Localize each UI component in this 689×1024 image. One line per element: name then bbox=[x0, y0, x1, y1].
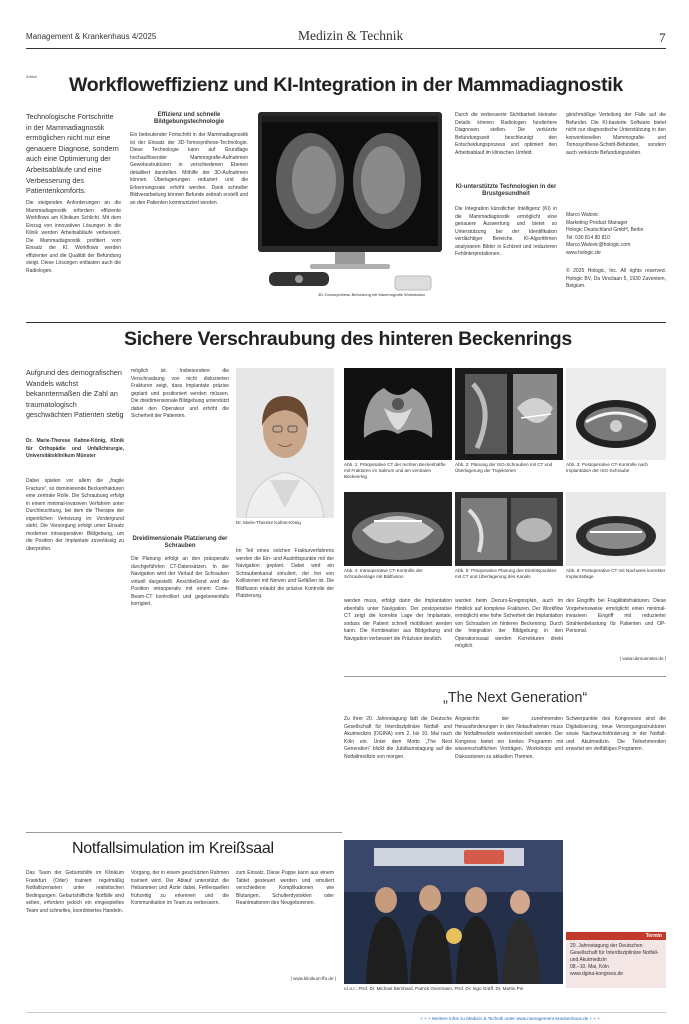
article3-title: „The Next Generation“ bbox=[443, 690, 588, 706]
fig3-caption: Abb. 3: Postoperative CT-Kontrolle nach Implantation der ISG-Schraube bbox=[566, 462, 648, 473]
ct-figure-6 bbox=[566, 492, 666, 566]
termin-text: 20. Jahrestagung der Deutschen Gesellschaft für Interdisziplinäre Notfall- und Akutmedizin 08.–10. Mai, Köln www.dgina-kongress.de bbox=[570, 943, 659, 977]
article4-title: Notfallsimulation im Kreißsaal bbox=[72, 840, 274, 857]
divider-2 bbox=[344, 676, 666, 677]
ct-figure-2 bbox=[455, 368, 563, 460]
mammography-workstation-image bbox=[255, 108, 445, 296]
divider-3 bbox=[26, 832, 342, 833]
article3-col2: Angesichts der zunehmenden Herausforderungen in den Notaufnahmen muss die Notfallmedizin weiterentwickelt werden. Der Kongress bietet ein breites Programm mit wissenschaftlichen Vorträgen, Workshops und Diskussionen zu aktuellen Themen. bbox=[455, 716, 563, 760]
footer-link[interactable]: + + + Weitere Infos zu Medizin & Technik unter www.management-krankenhaus.de + + + bbox=[420, 1016, 601, 1021]
article2-intro: Aufgrund des demografischen Wandels wächst bekanntermaßen die Zahl an traumatologisch geschwächten Patienten stetig bbox=[26, 368, 124, 420]
article2-title: Sichere Verschraubung des hinteren Beckenrings bbox=[124, 328, 572, 350]
termin-label: Termin bbox=[566, 932, 666, 940]
article1-sub2: KI-unterstützte Technologien in der Brustgesundheit bbox=[455, 184, 557, 198]
fig4-caption: Abb. 4: Intraoperative CT-Kontrolle der Schraubenlage mit Bildfusion bbox=[344, 568, 423, 579]
article2-sub: Dreidimensionale Platzierung der Schrauben bbox=[132, 536, 228, 550]
article4-col1: Das Team der Geburtshilfe im Klinikum Frankfurt (Oder) trainiert regelmäßig Notfallszenarien unter realistischen Bedingungen. Geburtshilfliche Notfälle sind selten, erfordern jedoch ein eingespieltes Team und schnelles, koordiniertes Handeln. bbox=[26, 870, 124, 914]
article4-source: | www.klinikum-ffo.de | bbox=[290, 976, 336, 981]
group-photo-caption: v.l.n.r.: Prof. Dr. Michael Bernhard, Patrick Overmann, Prof. Dr. Ingo Gräff, Dr. Martin Pin bbox=[344, 986, 524, 991]
article2-col1: Dabei spielen vor allem die „fragile Fracture“, so dominierende Beckenfrakturen eine zentrale Rolle. Die Schraubung erfolgt in einem minimal-invasiven Verfahren unter Durchleuchtung, bei dem die Therapie der eigentlichen Verletzung im Vordergrund steht. Die Versorgung erfolgt unter Einsatz moderner intraoperativer Bildgebung, um die Position der Implantate zuverlässig zu überprüfen. bbox=[26, 478, 124, 552]
article1-col3: Durch die verbesserte Sichtbarkeit kleinster Details können Radiologen fundiertere Diagnosen stellen. Die verkürzte Befundungszeit beschleunigt den Entscheidungsprozess und optimiert den Arbeitsablauf im klinischen Umfeld. bbox=[455, 112, 557, 156]
article1-kicker: Artikel bbox=[26, 74, 38, 79]
termin-box bbox=[566, 932, 666, 988]
section-title: Medizin & Technik bbox=[298, 28, 404, 43]
page-number: 7 bbox=[659, 30, 666, 45]
article2-author: Dr. Marie-Therese Kahne-König, Klinik für Orthopädie und Unfallchirurgie, Universitätsklinikum Münster bbox=[26, 438, 124, 459]
article1-title: Workfloweffizienz und KI-Integration in der Mammadiagnostik bbox=[69, 74, 623, 96]
article2-col6: des Eingriffs bei Fragilitätsfrakturen. Diese Vorgehensweise ermöglicht einen minimal-invasiven Eingriff mit reduzierter Strahlenbelastung für Patienten und OP-Personal. bbox=[566, 598, 666, 634]
article4-col2: Vorgang, der in einem geschützten Rahmen trainiert wird. Der Ablauf unterstützt die Hebammen und Ärzte dabei, Fehlerquellen frühzeitig zu erkennen und die Kommunikation im Team zu verbessern. bbox=[131, 870, 229, 906]
article1-col5: gleichmäßige Verteilung der Fälle auf die Befunder. Die KI-basierte Software bietet nicht nur diagnostische Unterstützung in den konventionellen Mammografie- und Tomosynthese-Schnitt-Befunden, sondern auch verkürzte Befundungszeiten. bbox=[566, 112, 666, 156]
ct-figure-5 bbox=[455, 492, 563, 566]
ct-figure-3 bbox=[566, 368, 666, 460]
kongress-group-photo bbox=[344, 840, 563, 984]
ct-figure-1 bbox=[344, 368, 452, 460]
article2-col4: werden muss, erfolgt dann die Implantation ebenfalls unter Navigation. Der postoperative CT zeigt die korrekte Lage der Implantate, sodass der Patient schnell mobilisiert werden kann. Die Kombination aus Bildgebung und Navigation verbessert die Präzision deutlich. bbox=[344, 598, 452, 642]
author-portrait bbox=[236, 368, 334, 518]
article2-col2b: Die Planung erfolgt an den präoperativ durchgeführten CT-Datensätzen. In der Navigation wird der Verlauf der Schrauben virtuell dargestellt. Anschließend wird die Position intraoperativ mit einem Cone-Beam-CT kontrolliert und gegebenenfalls korrigiert. bbox=[131, 556, 229, 607]
fig5-caption: Abb. 5: Präoperative Planung des Eintrittspunktes mit CT und Überlagerung des Kanals bbox=[455, 568, 557, 579]
article1-contact: Marco Walovic Marketing Product Manager Hologic Deutschland GmbH, Berlin Tel: 030 814 80 810 Marco.Walovic@hologic.com www.hologic.de bbox=[566, 212, 644, 256]
article2-source: | www.ukmuenster.de | bbox=[619, 656, 666, 661]
article3-col1: Zu ihrer 20. Jahrestagung lädt die Deutsche Gesellschaft für Interdisziplinäre Notfall- und Akutmedizin (DGINA) vom 2. bis 10. Mai nach Köln ein. Unter dem Motto „The Next Generation“ blickt die Jubiläumstagung auf die Notfallmedizin von morgen. bbox=[344, 716, 452, 760]
article2-col3: Im Teil eines solchen Frakturverfahrens werden die Ein- und Austrittspunkte mit der Navigation geplant. Dabei wird ein Schraubenkanal simuliert, der frei von Kollisionen mit Nerven und Gefäßen ist. Die Bildfusion erlaubt die präzise Kontrolle der Platzierung. bbox=[236, 548, 334, 599]
article1-intro: Technologische Fortschritte in der Mammadiagnostik ermöglichen nicht nur eine genauere Diagnose, sondern auch eine Optimierung der Arbeitsabläufe und eine Verbesserung des Patientenkomforts. bbox=[26, 112, 119, 196]
article2-col5: wurden beim Decurs-Ereignisplan, auch im Hinblick auf komplexe Frakturen. Der Workflow ermöglicht eine hohe Sicherheit der Implantation von Schrauben im hinteren Beckenring. Durch die Integration der Bildgebung in den Operationssaal werden Korrekturen direkt möglich. bbox=[455, 598, 563, 649]
ct-figure-4 bbox=[344, 492, 452, 566]
fig1-caption: Abb. 1: Präoperative CT der rechten Beckenhälfte mit Frakturen im Sakrum und am ventralen Beckenring bbox=[344, 462, 446, 479]
footer-rule bbox=[26, 1012, 666, 1013]
issue-label: Management & Krankenhaus 4/2025 bbox=[26, 32, 157, 41]
article1-col4: Die Integration künstlicher Intelligenz (KI) in die Mammadiagnostik ermöglicht eine genauere Auswertung und bietet so Unterstützung bei der Identifikation verdächtiger Bereiche. KI-Algorithmen analysieren Bilder in Echtzeit und reduzieren Fehlinterpretationen. bbox=[455, 206, 557, 257]
article4-col3: zum Einsatz. Diese Puppe kann aus einem Tablet gesteuert werden und simuliert verschiedene Komplikationen wie Blutungen, Schulterdystokien oder Reanimationen des Neugeborenen. bbox=[236, 870, 334, 906]
divider-1 bbox=[26, 322, 666, 323]
article1-col2: Ein bedeutender Fortschritt in der Mammadiagnostik ist der Einsatz der 3D-Tomosynthese-Technologie. Diese Technologie kann auf Grundlage hochauflösender Mammografie-Aufnahmen Gewebestrukturen in verschiedenen Ebenen detailliert darstellen. Mithilfe der 3D-Aufnahmen können Überlagerungen reduziert und die Erkennungsrate erhöht werden. Dank schneller Bildverarbeitung können Befunde zeitnah erstellt und an den Patienten kommuniziert werden. bbox=[130, 132, 248, 206]
article1-col1: Die steigenden Anforderungen an die Mammadiagnostik erfordern effiziente Workflows am Klinikum Schlicht. Mit dem Einzug von innovativen Lösungen in die Klinik werden Arbeitsabläufe verbessert. Die Mammadiagnostik profitiert vom Einsatz der KI, Workflows werden effizienter und die Qualität der Befundung steigt. Diese Lösungen entlasten auch die Radiologen. bbox=[26, 200, 121, 274]
article1-sub1: Effizienz und schnelle Bildgebungstechnologie bbox=[154, 112, 224, 126]
fig2-caption: Abb. 2: Planung der ISG-Schrauben mit CT und Überlagerung der Trajektorien bbox=[455, 462, 553, 473]
article3-col3: Schwerpunkte des Kongresses sind die Digitalisierung, neue Versorgungsstrukturen sowie Nachwuchsförderung in der Notfall- und Akutmedizin. Die Teilnehmenden erwartet ein vielfältiges Programm. bbox=[566, 716, 666, 752]
article1-footnote: © 2025 Hologic, Inc. All rights reserved. Hologic BV, Da Vincilaan 5, 1930 Zaventem, Belgium. bbox=[566, 268, 666, 289]
header-rule bbox=[26, 48, 666, 49]
article2-col2: möglich ist. Insbesondere die Verschraubung von nicht dislozierten Frakturen zeigt, dass Implantate präzise geplant und positioniert werden müssen. Die dreidimensionale Bildgebung unterstützt dabei den Operateur und erhöht die Sicherheit der Patienten. bbox=[131, 368, 229, 419]
article1-image-caption: 3D-Tomosynthese-Befundung mit Mammografie Workstation bbox=[318, 292, 426, 297]
portrait-caption: Dr. Marie-Therese Kahne-König bbox=[236, 520, 301, 525]
fig6-caption: Abb. 6: Postoperative CT mit Nachweis korrekter Implantatlage bbox=[566, 568, 666, 579]
